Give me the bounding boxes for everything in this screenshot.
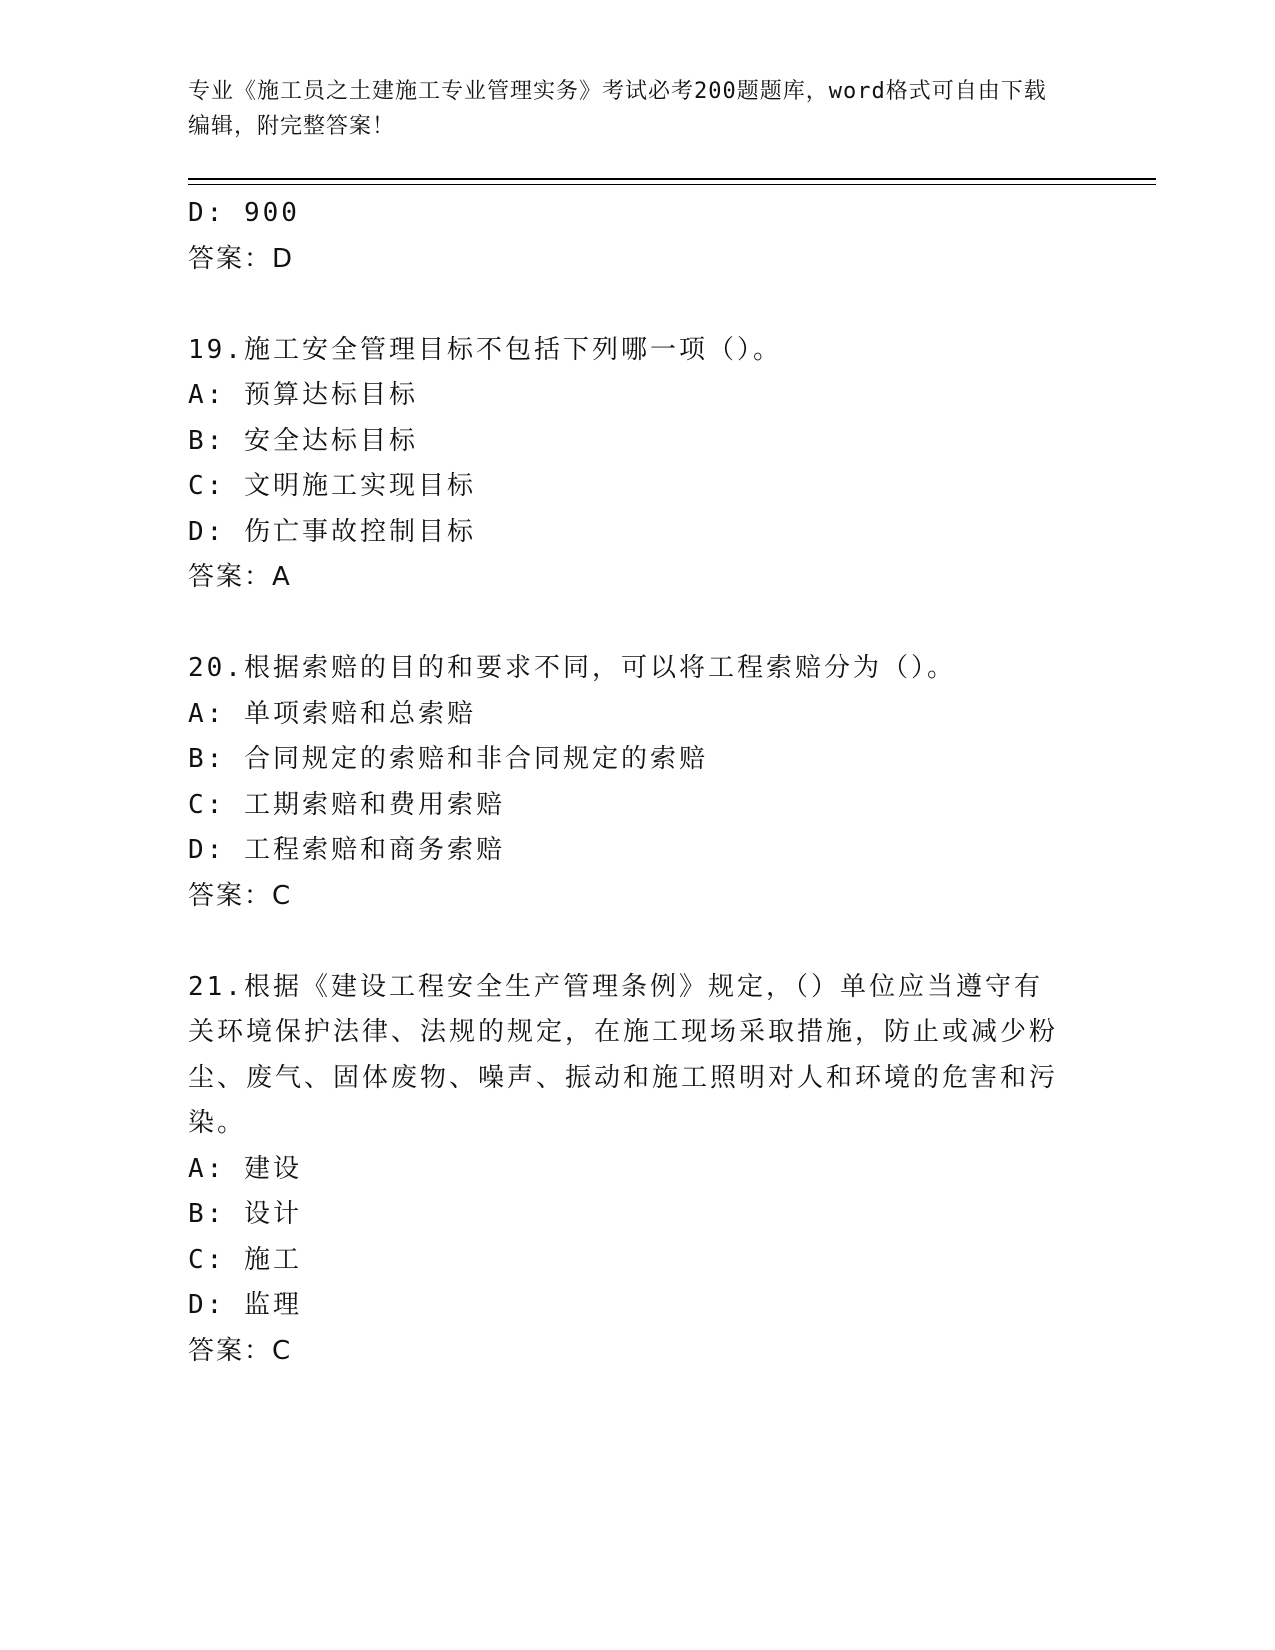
prev-question-option-d: D: 900 bbox=[188, 198, 300, 228]
option-c: C: 文明施工实现目标 bbox=[188, 471, 476, 501]
question-answer: 答案：A bbox=[188, 562, 292, 592]
question-20 bbox=[188, 646, 1088, 919]
question-stem: 20.根据索赔的目的和要求不同，可以将工程索赔分为（）。 bbox=[188, 653, 956, 683]
option-c: C: 工期索赔和费用索赔 bbox=[188, 789, 505, 820]
option-d: D: 监理 bbox=[188, 1290, 302, 1320]
question-19 bbox=[188, 328, 1088, 601]
option-a: A: 预算达标目标 bbox=[188, 380, 418, 410]
header-divider-thin bbox=[188, 184, 1156, 185]
option-c: C: 施工 bbox=[188, 1244, 302, 1275]
spacer bbox=[188, 282, 1088, 328]
document-header: 专业《施工员之土建施工专业管理实务》考试必考200题题库，word格式可自由下载编辑，附完整答案！ bbox=[188, 79, 1047, 139]
question-stem: 21.根据《建设工程安全生产管理条例》规定，（）单位应当遵守有关环境保护法律、法规的规定，在施工现场采取措施，防止或减少粉尘、废气、固体废物、噪声、振动和施工照明对人和环境的危害和污染。 bbox=[188, 971, 1059, 1138]
question-stem: 19.施工安全管理目标不包括下列哪一项（）。 bbox=[188, 334, 782, 365]
option-d: D: 伤亡事故控制目标 bbox=[188, 516, 476, 547]
question-content bbox=[188, 191, 1088, 1374]
prev-question-answer: 答案：D bbox=[188, 243, 295, 274]
spacer bbox=[188, 919, 1088, 965]
question-answer: 答案：C bbox=[188, 1335, 293, 1366]
option-a: A: 建设 bbox=[188, 1153, 302, 1184]
option-b: B: 设计 bbox=[188, 1199, 302, 1229]
option-d: D: 工程索赔和商务索赔 bbox=[188, 835, 505, 865]
option-b: B: 安全达标目标 bbox=[188, 425, 418, 456]
question-21 bbox=[188, 965, 1088, 1375]
spacer bbox=[188, 601, 1088, 647]
option-b: B: 合同规定的索赔和非合同规定的索赔 bbox=[188, 744, 708, 774]
option-a: A: 单项索赔和总索赔 bbox=[188, 698, 476, 729]
header-divider-thick bbox=[188, 178, 1156, 180]
question-answer: 答案：C bbox=[188, 880, 293, 911]
